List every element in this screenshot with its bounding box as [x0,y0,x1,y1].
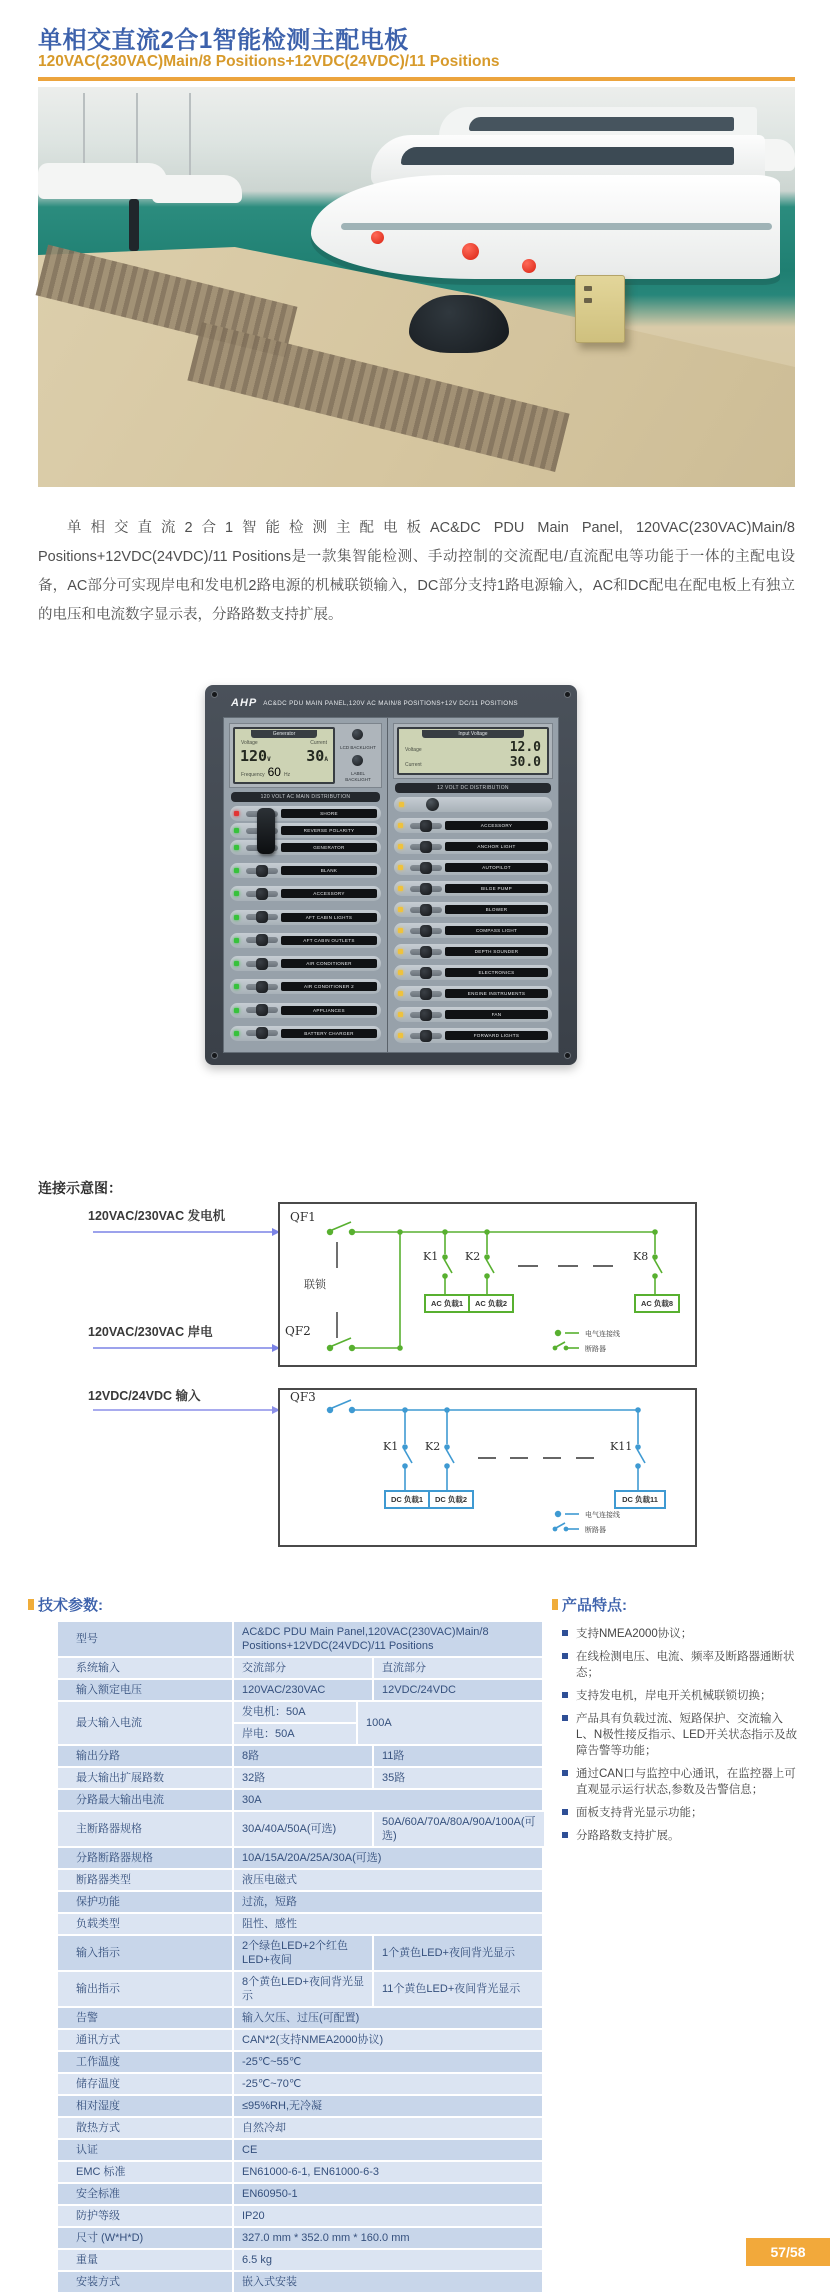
spec-label: 分路断路器规格 [58,1848,232,1868]
diagram-heading: 连接示意图： [38,1180,122,1196]
spec-label: 储存温度 [58,2074,232,2094]
breaker-row [394,923,552,938]
table-row [58,1936,542,1970]
table-row [58,1848,542,1868]
table-row [58,2228,542,2248]
spec-label: 分路最大输出电流 [58,1790,232,1810]
spec-label: 保护功能 [58,1892,232,1912]
voltage-label: Voltage [241,740,258,746]
bullet-square-icon [562,1832,568,1838]
table-row [58,2008,542,2028]
spec-value: AC&DC PDU Main Panel,120VAC(230VAC)Main/8 Positions+12VDC(24VDC)/11 Positions [234,1622,542,1656]
led-indicator [398,844,403,849]
led-indicator [234,811,239,816]
dc-wiring-diagram [38,1382,795,1554]
ac-lcd-screen [233,727,335,784]
spec-value-dc: 50A/60A/70A/80A/90A/100A(可选) [374,1812,544,1846]
spec-label: EMC 标准 [58,2162,232,2182]
breaker-row [230,1026,381,1041]
voltage-label: Voltage [404,747,422,753]
breaker-row [394,860,552,875]
breaker-label: ACCESSORY [281,889,377,898]
table-row [58,2030,542,2050]
k-switch-label: K2 [425,1440,441,1453]
spec-value: 过流，短路 [234,1892,542,1912]
spec-value: 嵌入式安装 [234,2272,542,2292]
heading-tick [28,1599,34,1610]
led-indicator [398,865,403,870]
breaker-label: COMPASS LIGHT [445,926,548,935]
spec-value: 30A [234,1790,542,1810]
breaker-row [230,823,381,838]
yacht-windows [401,147,734,165]
breaker-row [394,1028,552,1043]
breaker-row [230,863,381,878]
boat-shape [38,163,167,199]
rocker-switch [410,844,442,850]
breaker-label: DEPTH SOUNDER [445,947,548,956]
led-indicator [234,938,239,943]
spec-label: 主断路器规格 [58,1812,232,1846]
page-title: 单相交直流2合1智能检测主配电板 [38,27,409,54]
breaker-label: GENERATOR [281,843,377,852]
k-switch-label: K11 [610,1440,633,1453]
screw-icon [565,1053,570,1058]
led-indicator [234,868,239,873]
spec-label: 安全标准 [58,2184,232,2204]
spec-value: 自然冷却 [234,2118,542,2138]
led-indicator [398,928,403,933]
dc-input-label: 12VDC/24VDC 输入 [88,1389,201,1403]
k-switch-label: K8 [633,1250,649,1263]
breaker-row [394,1007,552,1022]
breaker-row [230,840,381,855]
led-indicator [398,823,403,828]
spec-label: 防护等级 [58,2206,232,2226]
dc-meter [393,723,553,779]
power-pedestal [575,275,625,343]
table-row [58,1972,542,2006]
table-row [58,2206,542,2226]
rocker-switch [410,991,442,997]
spec-label: 负载类型 [58,1914,232,1934]
spec-value-ac-generator: 发电机：50A [234,1702,356,1722]
features-list [562,1626,800,1851]
product-panel-image [205,685,577,1065]
led-indicator [398,907,403,912]
spec-value-dc: 11个黄色LED+夜间背光显示 [374,1972,542,2006]
feature-item [562,1805,800,1821]
spec-label: 输入指示 [58,1936,232,1970]
ac-branch-breakers [227,856,384,1048]
breaker-label: REVERSE POLARITY [281,826,377,835]
breaker-label: FORWARD LIGHTS [445,1031,548,1040]
ac-meter [229,723,382,788]
table-row [58,2162,542,2182]
ac-main-breakers [227,805,384,856]
rocker-switch [246,937,278,943]
specs-heading: 技术参数: [38,1597,103,1614]
spec-value: EN61000-6-1, EN61000-6-3 [234,2162,542,2182]
breaker-label: BATTERY CHARGER [281,1029,377,1038]
led-indicator [234,891,239,896]
voltage-unit: V [267,756,271,763]
table-row [58,2140,542,2160]
dc-voltage-value: 12.0 [509,740,541,755]
spec-label: 最大输入电流 [58,1702,232,1744]
spec-value-ac: 2个绿色LED+2个红色LED+夜间 [234,1936,372,1970]
spec-label: 输出分路 [58,1746,232,1766]
breaker-label: AFT CABIN LIGHTS [281,913,377,922]
marina-photo [38,87,795,487]
feature-text: 通过CAN口与监控中心通讯，在监控器上可直观显示运行状态,参数及告警信息； [576,1768,796,1796]
breaker-label: AFT CABIN OUTLETS [281,936,377,945]
led-indicator [398,970,403,975]
spec-value-ac-shore: 岸电：50A [234,1724,356,1744]
dimmer-knob [426,798,439,811]
spec-value-ac: 32路 [234,1768,372,1788]
ac-current-value: 30 [306,747,325,765]
breaker-label: FAN [445,1010,548,1019]
bullet-square-icon [562,1692,568,1698]
spec-value-dc: 12VDC/24VDC [374,1680,542,1700]
feature-text: 产品具有负载过流、短路保护、交流输入L、N极性接反指示、LED开关状态指示及故障告警等功能； [576,1713,798,1757]
table-row [58,2250,542,2270]
bullet-square-icon [562,1715,568,1721]
rocker-switch [410,928,442,934]
spec-label: 型号 [58,1622,232,1656]
generator-input-label: 120VAC/230VAC 发电机 [88,1209,226,1223]
breaker-row [394,902,552,917]
breaker-row [394,965,552,980]
panel-model-text: AC&DC PDU MAIN PANEL,120V AC MAIN/8 POSITIONS+12V DC/11 POSITIONS [263,699,518,707]
mast-shape [189,93,191,181]
screw-icon [212,692,217,697]
breaker-row [394,986,552,1001]
rocker-switch [246,984,278,990]
spec-label: 告警 [58,2008,232,2028]
spec-value: EN60950-1 [234,2184,542,2204]
led-indicator [398,991,403,996]
table-row [58,1790,542,1810]
spec-value: CAN*2(支持NMEA2000协议) [234,2030,542,2050]
led-indicator [398,886,403,891]
led-indicator [234,845,239,850]
breaker-label: APPLIANCES [281,1006,377,1015]
led-indicator [398,949,403,954]
led-indicator [234,915,239,920]
led-indicator [234,984,239,989]
yacht-waterline [341,223,772,230]
dc-lcd-screen [397,727,549,775]
spec-value: CE [234,2140,542,2160]
table-row [58,1680,542,1700]
table-row [58,1768,542,1788]
spec-value-ac: 120VAC/230VAC [234,1680,372,1700]
ac-caption: 120 VOLT AC MAIN DISTRIBUTION [231,792,380,802]
spec-value: -25℃~70℃ [234,2074,542,2094]
spec-value-ac-split [234,1702,356,1744]
ac-load-box: AC 负载8 [634,1294,680,1313]
spec-table [58,1622,542,2294]
table-row [58,1892,542,1912]
frequency-label: Frequency [241,772,265,778]
rocker-switch [246,961,278,967]
breaker-row [394,944,552,959]
ac-wiring-diagram [38,1196,795,1376]
table-row [58,1812,542,1846]
rocker-switch [246,868,278,874]
dimmer-row [394,797,552,812]
frequency-unit: Hz [283,772,291,778]
led-indicator [234,961,239,966]
buoy-shape [462,243,479,260]
breaker-row [230,886,381,901]
spec-value-ac: 8路 [234,1746,372,1766]
breaker-label: BLANK [281,866,377,875]
dc-lcd-title: Input Voltage [422,730,524,738]
ac-section [224,718,388,1052]
spec-value: 6.5 kg [234,2250,542,2270]
spec-label: 认证 [58,2140,232,2160]
ac-load-box: AC 负载1 [424,1294,470,1313]
breaker-row [230,806,381,821]
breaker-label: AUTOPILOT [445,863,548,872]
table-row [58,2272,542,2292]
rocker-switch [246,891,278,897]
table-row [58,1658,542,1678]
breaker-row [394,818,552,833]
ac-voltage-value: 120 [240,747,268,765]
breaker-label: BLOWER [445,905,548,914]
interlock-label: 联锁 [304,1279,326,1291]
spec-value: 10A/15A/20A/25A/30A(可选) [234,1848,542,1868]
spec-value: 阻性、感性 [234,1914,542,1934]
breaker-row [230,979,381,994]
current-label: Current [404,762,422,768]
backlight-button-label: LABEL BACKLIGHT [345,771,371,782]
table-row [58,1914,542,1934]
ac-load-box: AC 负载2 [468,1294,514,1313]
dc-section [388,718,558,1052]
screw-icon [212,1053,217,1058]
table-row [58,2184,542,2204]
led-indicator [398,1033,403,1038]
breaker-row [230,910,381,925]
intro-paragraph: 单相交直流2合1智能检测主配电板AC&DC PDU Main Panel, 120VAC(230VAC)Main/8 Positions+12VDC(24VDC)/11 Positions是一款集智能检测、手动控制的交流配电/直流配电等功能于一体的主配电设备，AC部分可实现岸电和发电机2路电源的机械联锁输入，DC部分支持1路电源输入，AC和DC配电在配电板上有独立的电压和电流数字显示表，分路路数支持扩展。 [38,520,795,623]
led-indicator [398,1012,403,1017]
breaker-row [230,1003,381,1018]
rocker-switch [410,865,442,871]
dc-load-box: DC 负载11 [614,1490,666,1509]
feature-item [562,1766,800,1798]
legend-wire-label: 电气连接线 [585,1512,620,1519]
spec-label: 系统输入 [58,1658,232,1678]
spec-label: 最大输出扩展路数 [58,1768,232,1788]
ac-lcd-title: Generator [251,730,317,738]
backlight-button [352,729,363,740]
table-row [58,2118,542,2138]
breaker-row [394,839,552,854]
bullet-square-icon [562,1630,568,1636]
dc-load-box: DC 负载1 [384,1490,430,1509]
feature-text: 支持NMEA2000协议； [576,1628,693,1640]
rocker-switch [410,823,442,829]
dc-load-box: DC 负载2 [428,1490,474,1509]
spec-label: 工作温度 [58,2052,232,2072]
qf2-label: QF2 [285,1324,311,1338]
qf3-label: QF3 [290,1390,316,1404]
breaker-row [394,881,552,896]
rocker-switch [246,1030,278,1036]
dc-branch-breakers [391,813,555,1048]
spec-value: 327.0 mm * 352.0 mm * 160.0 mm [234,2228,542,2248]
breaker-label: AIR CONDITIONER [281,959,377,968]
led-indicator [234,1008,239,1013]
breaker-label: SHORE [281,809,377,818]
table-row [58,2074,542,2094]
led-indicator [234,828,239,833]
spec-label: 重量 [58,2250,232,2270]
spec-value: 输入欠压、过压(可配置) [234,2008,542,2028]
table-row [58,1702,542,1744]
spec-value-ac: 30A/40A/50A(可选) [234,1812,372,1846]
feature-item [562,1688,800,1704]
spec-label: 散热方式 [58,2118,232,2138]
table-row [58,1870,542,1890]
yacht-windows [469,117,734,131]
rocker-switch [410,907,442,913]
diagram-frame [278,1202,697,1367]
breaker-label: AIR CONDITIONER 2 [281,982,377,991]
spec-value-dc: 1个黄色LED+夜间背光显示 [374,1936,542,1970]
rocker-switch [410,1033,442,1039]
breaker-label: ACCESSORY [445,821,548,830]
rocker-switch [246,1007,278,1013]
spec-label: 通讯方式 [58,2030,232,2050]
bullet-square-icon [562,1809,568,1815]
breaker-label: BILGE PUMP [445,884,548,893]
bullet-square-icon [562,1653,568,1659]
feature-item [562,1626,800,1642]
k-switch-label: K2 [465,1250,481,1263]
dc-current-value: 30.0 [509,755,541,770]
buoy-shape [371,231,384,244]
feature-text: 分路路数支持扩展。 [576,1830,680,1842]
dc-caption: 12 VOLT DC DISTRIBUTION [395,783,551,793]
spec-value-dc: 11路 [374,1746,542,1766]
breaker-row [230,956,381,971]
table-row [58,2052,542,2072]
spec-label: 断路器类型 [58,1870,232,1890]
breaker-label: ELECTRONICS [445,968,548,977]
feature-item [562,1828,800,1844]
diagram-frame [278,1388,697,1547]
rocker-switch [410,1012,442,1018]
features-heading: 产品特点: [562,1597,627,1614]
screw-icon [565,692,570,697]
breaker-label: ENGINE INSTRUMENTS [445,989,548,998]
spec-value: -25℃~55℃ [234,2052,542,2072]
led-indicator [399,802,404,807]
table-row [58,2096,542,2116]
spec-value-ac: 8个黄色LED+夜间背光显示 [234,1972,372,2006]
table-row [58,1622,542,1656]
rocker-switch [410,970,442,976]
spec-label: 输出指示 [58,1972,232,2006]
legend-breaker-label: 断路器 [585,1527,606,1534]
rocker-switch [410,949,442,955]
breaker-row [230,933,381,948]
spec-label: 尺寸 (W*H*D) [58,2228,232,2248]
spec-value-dc: 100A [358,1702,542,1744]
spec-label: 相对湿度 [58,2096,232,2116]
qf1-label: QF1 [290,1210,316,1224]
backlight-button [352,755,363,766]
frequency-value: 60 [267,765,281,779]
k-switch-label: K1 [383,1440,399,1453]
backlight-buttons [338,727,378,784]
spec-label: 输入额定电压 [58,1680,232,1700]
brand-logo: AHP [231,697,258,709]
legend-wire-label: 电气连接线 [585,1331,620,1338]
spec-value-dc: 35路 [374,1768,542,1788]
rocker-switch [410,886,442,892]
heading-tick [552,1599,558,1610]
spec-value: 液压电磁式 [234,1870,542,1890]
bollard-shape [129,199,139,251]
boat-shape [152,175,243,203]
spec-label: 安装方式 [58,2272,232,2292]
shore-input-label: 120VAC/230VAC 岸电 [88,1325,213,1339]
spec-value: IP20 [234,2206,542,2226]
legend-breaker-label: 断路器 [585,1346,606,1353]
page-subtitle: 120VAC(230VAC)Main/8 Positions+12VDC(24VDC)/11 Positions [38,53,500,70]
spec-value-dc: 直流部分 [374,1658,542,1678]
breaker-label: ANCHOR LIGHT [445,842,548,851]
feature-item [562,1649,800,1681]
feature-text: 支持发电机，岸电开关机械联锁切换； [576,1690,772,1702]
rocker-switch [246,914,278,920]
main-transfer-switch [257,808,275,854]
panel-body [223,717,559,1053]
equipment-drum [409,295,509,353]
spec-value-ac: 交流部分 [234,1658,372,1678]
current-unit: A [324,756,328,763]
k-switch-label: K1 [423,1250,439,1263]
bullet-square-icon [562,1770,568,1776]
page-number-badge: 57/58 [746,2238,830,2266]
led-indicator [234,1031,239,1036]
current-label: Current [310,740,327,746]
feature-text: 在线检测电压、电流、频率及断路器通断状态； [576,1651,795,1679]
panel-header [231,693,561,713]
spec-value: ≤95%RH,无冷凝 [234,2096,542,2116]
backlight-button-label: LCD BACKLIGHT [340,745,376,751]
feature-text: 面板支持背光显示功能； [576,1807,703,1819]
accent-rule [38,77,795,81]
table-row [58,1746,542,1766]
feature-item [562,1711,800,1759]
